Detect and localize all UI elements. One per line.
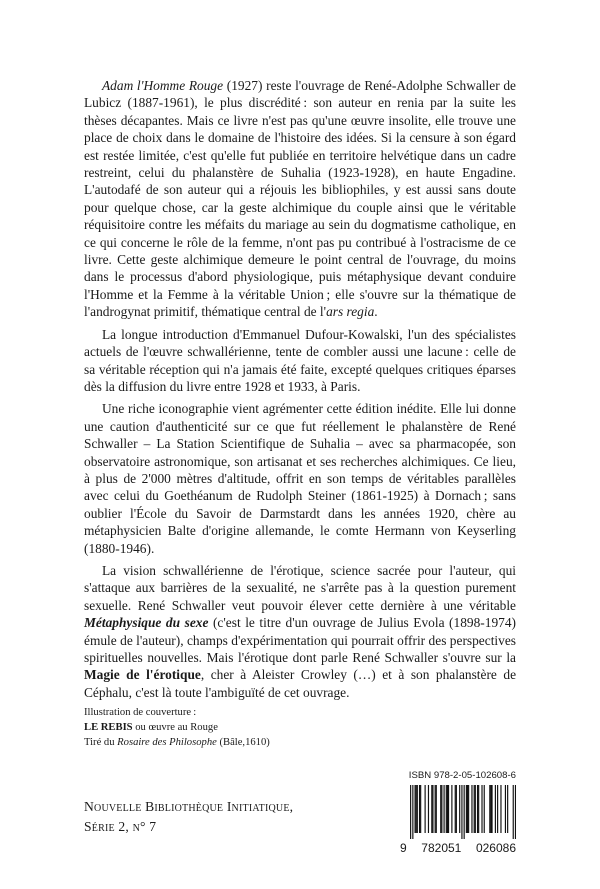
paragraph-3: Une riche iconographie vient agrémenter cette édition inédite. Elle lui donne une caution d'authenticité sur ce que fut réellement le phalanstère de René Schwaller – La Station Scientifique de Suhalia – avec sa pharmacopée, son observatoire astronomique, son artisanat et ses recherches alchimiques. Ce lieu, à plus de 2'000 mètres d'altitude, offrit en son temps de véritables parallèles avec celui du Goethéanum de Rudolph Steiner (1861-1925) à Dornach ; sans oublier l'École du Savoir de Darmstardt dans les années 1920, chère au métaphysicien Balte d'origine allemande, le comte Hermann von Keyserling (1880-1946). xyxy=(84,401,516,556)
paragraph-4 xyxy=(84,562,516,701)
cover-illustration-credit xyxy=(84,705,384,750)
series-info xyxy=(84,797,384,837)
barcode-digits xyxy=(400,841,516,855)
barcode-bar xyxy=(497,785,498,833)
rosaire-title: Rosaire des Philosophe xyxy=(117,737,217,748)
barcode-bar xyxy=(466,785,467,833)
paragraph-1 xyxy=(84,77,516,321)
paragraph-1-end: . xyxy=(374,304,378,320)
paragraph-4-text-c: , cher à Aleister Crowley (…) et à son phalanstère de Céphalu, c'est là toute l'ambiguïté de cet ouvrage. xyxy=(84,667,517,700)
isbn-label: ISBN 978-2-05-102608-6 xyxy=(408,770,516,781)
cover-credit-line-1: Illustration de couverture : xyxy=(84,707,197,718)
barcode-bar xyxy=(419,785,420,833)
barcode-bar xyxy=(459,785,460,833)
barcode-bar xyxy=(444,785,445,833)
paragraph-1-text: (1927) reste l'ouvrage de René-Adolphe Schwaller de Lubicz (1887-1961), le plus discrédité : son auteur en renia par la suite les thèses décapantes. Mais ce livre n'est pas qu'une œuvre insolite, elle trouve une place de choix dans le domaine de l'histoire des idées. Si la censure à son égard est restée limitée, c'est qu'elle fut publiée en territoire helvétique dans un cadre restreint, celui du phalanstère de Suhalia (1923-1928), en haute Engadine. L'autodafé de son auteur qui a réjouis les bibliophiles, y est aussi sans doute pour quelque chose, car la geste alchimique du couple ainsi que le véritable réquisitoire contre les méfaits du mariage au sein du dogmatisme catholique, en ce qui concerne le rôle de la femme, n'ont pas pu contribué à l'ostracisme de ce livre. Cette geste alchimique demeure le point central de l'ouvrage, du moins dans le processus d'abord physiologique, puis métaphysique devant conduire l'Homme et la Femme à la véritable Union ; elle s'ouvre sur la thématique de l'androgynat primitif, thématique central de l' xyxy=(84,78,516,320)
barcode-bar xyxy=(474,785,475,833)
bale-date: (Bâle,1610) xyxy=(216,737,270,748)
barcode-bar xyxy=(513,785,514,839)
cover-credit-line-3 xyxy=(84,735,384,750)
barcode-bar xyxy=(428,785,429,833)
barcode-bar xyxy=(507,785,508,833)
barcode-bar xyxy=(484,785,485,833)
barcode-bar xyxy=(417,785,418,833)
book-title: Adam l'Homme Rouge xyxy=(102,78,224,93)
back-cover-text xyxy=(84,77,516,706)
barcode-bar xyxy=(447,785,448,833)
barcode-bar xyxy=(461,785,462,839)
metaphysique-du-sexe: Métaphysique du sexe xyxy=(84,615,209,631)
barcode-bar xyxy=(440,785,441,833)
barcode-bar xyxy=(495,785,496,833)
barcode-bar xyxy=(432,785,433,833)
barcode-bar xyxy=(425,785,426,833)
barcode-bar xyxy=(490,785,491,833)
series-number: Série 2, n° 7 xyxy=(84,819,157,834)
cover-credit-line-2 xyxy=(84,720,384,735)
barcode-bar xyxy=(489,785,490,833)
barcode-first-digit: 9 xyxy=(400,841,407,855)
barcode-bar xyxy=(491,785,492,833)
barcode-bar xyxy=(416,785,417,833)
barcode-bar xyxy=(436,785,437,833)
barcode-bar xyxy=(515,785,516,839)
barcode-bar xyxy=(468,785,469,833)
barcode-bar xyxy=(467,785,468,833)
rebis-rest: ou œuvre au Rouge xyxy=(132,722,218,733)
barcode-bar xyxy=(446,785,447,833)
barcode-bar xyxy=(471,785,472,833)
barcode-image xyxy=(400,785,516,839)
barcode-bar xyxy=(451,785,452,833)
barcode-group-1: 782051 xyxy=(421,841,462,855)
barcode-bar xyxy=(431,785,432,833)
barcode-bar xyxy=(456,785,457,833)
barcode-bar xyxy=(455,785,456,833)
barcode-bar xyxy=(420,785,421,833)
magie-erotique: Magie de l'érotique xyxy=(84,667,201,683)
barcode-bar xyxy=(478,785,479,833)
rebis-label: LE REBIS xyxy=(84,722,133,733)
paragraph-2: La longue introduction d'Emmanuel Dufour-Kowalski, l'un des spécialistes actuels de l'œuvre schwallérienne, tente de combler aussi une lacune : celle de sa véritable réception qui n'a jamais été faite, excepté quelques critiques éparses dès la diffusion du livre entre 1928 et 1933, à Paris. xyxy=(84,326,516,394)
barcode-bar xyxy=(475,785,476,833)
barcode-bar xyxy=(448,785,449,833)
tire-du: Tiré du xyxy=(84,737,118,748)
barcode-bar xyxy=(481,785,482,833)
barcode-bar xyxy=(415,785,416,833)
ars-regia: ars regia xyxy=(326,304,375,320)
barcode-bar xyxy=(412,785,413,839)
barcode-bar xyxy=(505,785,506,833)
barcode-bar xyxy=(477,785,478,833)
barcode-bar xyxy=(441,785,442,833)
barcode-group-2: 026086 xyxy=(475,841,516,855)
barcode-bar xyxy=(410,785,411,839)
paragraph-4-text-b: (c'est le titre d'un ouvrage de Julius Evola (1898-1974) émule de l'auteur), champs d'expérimentation qui pourrait offrir des perspectives spirituelles nouvelles. Mais l'érotique dont parle René Schwaller s'ouvre sur la xyxy=(84,615,517,665)
barcode-bar xyxy=(435,785,436,833)
barcode-bar xyxy=(500,785,501,833)
barcode-bar xyxy=(464,785,465,839)
paragraph-4-text-a: La vision schwallérienne de l'érotique, science sacrée pour l'auteur, qui s'attaque aux barrières de la sexualité, ne s'arrête pas à la question purement sexuelle. René Schwaller veut pouvoir élever cette dernière à une véritable xyxy=(84,562,516,613)
series-name: Nouvelle Bibliothèque Initiatique, xyxy=(84,799,294,814)
